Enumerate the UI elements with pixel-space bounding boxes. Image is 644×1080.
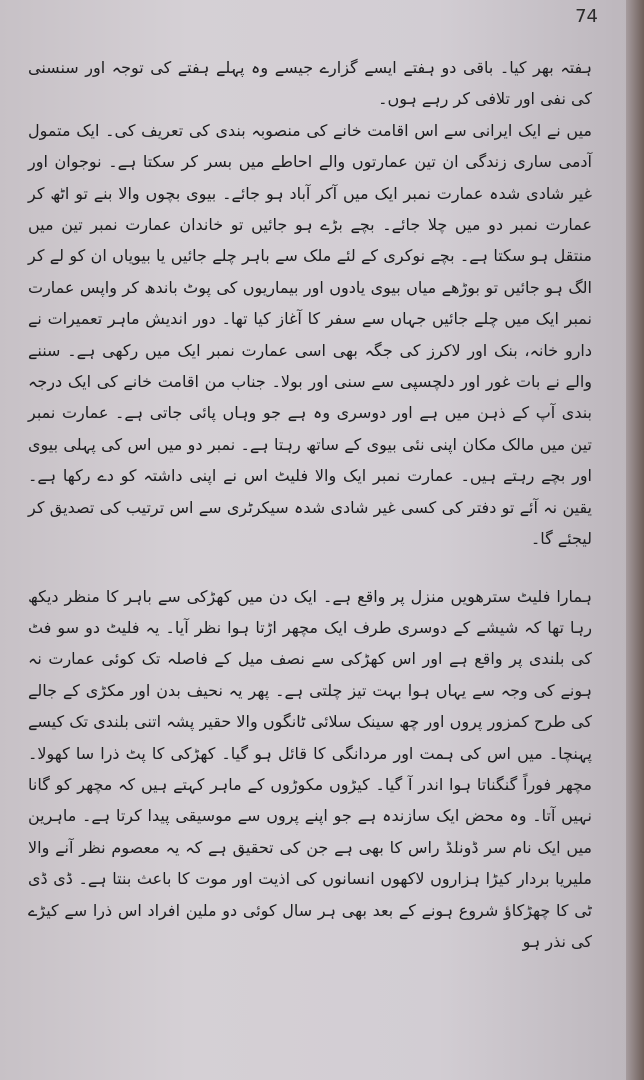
- paragraph-1: ہفتہ بھر کیا۔ باقی دو ہفتے ایسے گزارے جیسے وہ پہلے ہفتے کی توجہ اور سنسنی کی نفی اور تلافی کر رہے ہوں۔: [28, 58, 592, 109]
- body-text: [28, 52, 592, 957]
- paragraph-3: ہمارا فلیٹ سترھویں منزل پر واقع ہے۔ ایک دن میں کھڑکی سے باہر کا منظر دیکھ رہا تھا کہ شیشے کے دوسری طرف ایک مچھر اڑتا ہوا نظر آیا۔ یہ فلیٹ دو سو فٹ کی بلندی پر واقع ہے اور اس کھڑکی سے نصف میل کے فاصلہ تک کوئی عمارت نہ ہونے کی وجہ سے یہاں ہوا بہت تیز چلتی ہے۔ پھر یہ نحیف بدن اور مکڑی کے جالے کی طرح کمزور پروں اور چھ سینک سلائی ٹانگوں والا حقیر پشہ اتنی بلندی تک کیسے پہنچا۔ میں اس کی ہمت اور مردانگی کا قائل ہو گیا۔ کھڑکی کا پٹ ذرا سا کھولا۔ مچھر فوراً گنگناتا ہوا اندر آ گیا۔ کیڑوں مکوڑوں کے ماہر کہتے ہیں کہ مچھر کو گانا نہیں آتا۔ وہ محض ایک سازندہ ہے جو اپنے پروں سے موسیقی پیدا کرتا ہے۔ ماہرین میں ایک نام سر ڈونلڈ راس کا بھی ہے جن کی تحقیق ہے کہ یہ معصوم نظر آنے والا ملیریا بردار کیڑا ہزاروں لاکھوں انسانوں کی اذیت اور موت کا باعث بنتا ہے۔ ڈی ڈی ٹی کا چھڑکاؤ شروع ہونے کے بعد بھی ہر سال کوئی دو ملین افراد اس ذرا سے کیڑے کی نذر ہو: [28, 586, 592, 951]
- page-edge-shadow: [626, 0, 644, 1080]
- page-number: 74: [575, 6, 598, 27]
- paragraph-2: میں نے ایک ایرانی سے اس اقامت خانے کی منصوبہ بندی کی تعریف کی۔ ایک متمول آدمی ساری زندگی ان تین عمارتوں والے احاطے میں بسر کر سکتا ہے۔ نوجوان اور غیر شادی شدہ عمارت نمبر ایک میں آکر آباد ہو جائے۔ بیوی بچوں والا بنے تو اٹھ کر عمارت نمبر دو میں چلا جائے۔ بچے بڑے ہو جائیں تو خاندان عمارت نمبر تین میں منتقل ہو سکتا ہے۔ بچے نوکری کے لئے ملک سے باہر چلے جائیں یا بیویاں ان کو لے کر الگ ہو جائیں تو بوڑھے میاں بیوی یادوں اور بیماریوں کی پوٹ باندھ کر واپس عمارت نمبر ایک میں چلے جائیں جہاں سے سفر کا آغاز کیا تھا۔ دور اندیش ماہر تعمیرات نے دارو خانہ، بنک اور لاکرز کی جگہ بھی اسی عمارت نمبر ایک میں رکھی ہے۔ سننے والے نے بات غور اور دلچسپی سے سنی اور بولا۔ جناب من اقامت خانے کی ایک درجہ بندی آپ کے ذہن میں ہے اور دوسری وہ ہے جو وہاں پائی جاتی ہے۔ عمارت نمبر تین میں مالک مکان اپنی نئی بیوی کے ساتھ رہتا ہے۔ نمبر دو میں اس کی پہلی بیوی اور بچے رہتے ہیں۔ عمارت نمبر ایک والا فلیٹ اس نے اپنی داشتہ کو دے رکھا ہے۔ یقین نہ آئے تو دفتر کی کسی غیر شادی شدہ سیکرٹری سے اس ترتیب کی تصدیق کر لیجئے گا۔: [28, 120, 592, 549]
